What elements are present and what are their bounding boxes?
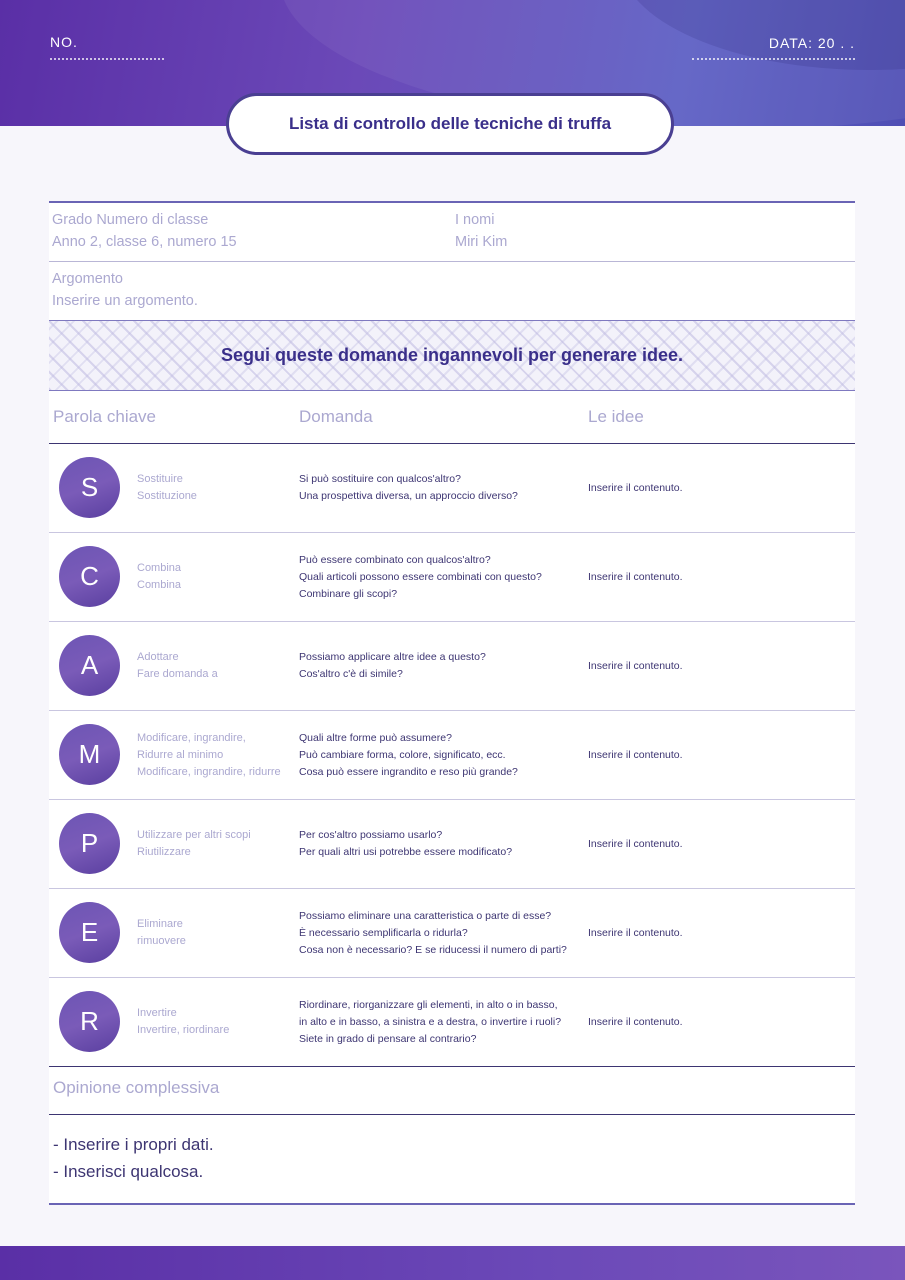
topic-label: Argomento: [52, 271, 123, 287]
question-line: Possiamo eliminare una caratteristica o parte di esse?: [299, 909, 552, 922]
column-header-row: [49, 390, 855, 444]
keyword-line: Combina: [137, 562, 182, 574]
table-row-e: [49, 889, 855, 978]
question-line: Si può sostituire con qualcos'altro?: [299, 473, 461, 485]
keyword-line: Modificare, ingrandire, ridurre: [137, 765, 281, 778]
column-header-keyword: Parola chiave: [53, 407, 157, 426]
question-line: Possiamo applicare altre idee a questo?: [299, 651, 486, 663]
number-label: NO.: [50, 34, 78, 50]
info-row-grade: [49, 203, 855, 262]
idea-cell[interactable]: Inserire il contenuto.: [588, 927, 683, 939]
keyword-line: Adottare: [137, 651, 179, 663]
table-row-s: [49, 444, 855, 533]
opinion-header: [49, 1061, 855, 1115]
letter-badge: A: [59, 635, 120, 696]
date-label: DATA: 20 . .: [768, 35, 855, 51]
names-value[interactable]: Miri Kim: [455, 234, 508, 250]
topic-value[interactable]: Inserire un argomento.: [52, 293, 198, 309]
keyword-line: Eliminare: [137, 918, 183, 930]
question-line: È necessario semplificarla o ridurla?: [299, 926, 468, 939]
question-line: Riordinare, riorganizzare gli elementi, in alto o in basso,: [299, 998, 558, 1011]
page-title: Lista di controllo delle tecniche di truffa: [288, 114, 612, 133]
column-header-ideas: Le idee: [588, 407, 644, 426]
keyword-cell: [137, 533, 297, 621]
checklist-card: [49, 201, 855, 1205]
question-line: Può essere combinato con qualcos'altro?: [299, 553, 491, 566]
question-cell: [299, 711, 589, 799]
letter-badge: S: [59, 457, 120, 518]
keyword-cell: [137, 711, 297, 799]
keyword-line: Combina: [137, 579, 182, 591]
question-cell: [299, 978, 589, 1066]
footer-band: [0, 1246, 905, 1280]
keyword-line: Invertire, riordinare: [137, 1024, 230, 1036]
letter-badge: M: [59, 724, 120, 785]
idea-cell[interactable]: Inserire il contenuto.: [588, 838, 683, 850]
question-line: Per cos'altro possiamo usarlo?: [299, 829, 443, 841]
question-cell: [299, 889, 589, 977]
grade-label: Grado Numero di classe: [52, 212, 209, 228]
opinion-line[interactable]: - Inserire i propri dati.: [53, 1135, 214, 1154]
keyword-line: Utilizzare per altri scopi: [137, 829, 251, 841]
question-line: Quali articoli possono essere combinati con questo?: [299, 570, 542, 583]
keyword-cell: [137, 978, 297, 1066]
info-row-topic: [49, 262, 855, 320]
keyword-line: Fare domanda a: [137, 668, 218, 680]
table-row-c: [49, 533, 855, 622]
table-row-m: [49, 711, 855, 800]
question-line: Può cambiare forma, colore, significato, ecc.: [299, 748, 506, 761]
letter-badge: R: [59, 991, 120, 1052]
opinion-line[interactable]: - Inserisci qualcosa.: [53, 1162, 204, 1181]
keyword-line: Modificare, ingrandire,: [137, 731, 246, 744]
question-cell: [299, 444, 589, 532]
letter-badge: C: [59, 546, 120, 607]
keyword-line: Sostituire: [137, 473, 183, 485]
opinion-body[interactable]: [53, 1131, 214, 1185]
column-header-question: Domanda: [299, 407, 373, 426]
keyword-cell: [137, 889, 297, 977]
question-line: Cosa non è necessario? E se riducessi il numero di parti?: [299, 943, 567, 956]
title-pill: [226, 93, 674, 155]
keyword-line: rimuovere: [137, 935, 186, 947]
keyword-line: Riutilizzare: [137, 846, 191, 858]
question-line: Siete in grado di pensare al contrario?: [299, 1032, 477, 1045]
keyword-cell: [137, 800, 297, 888]
opinion-label: Opinione complessiva: [53, 1078, 220, 1097]
keyword-cell: [137, 622, 297, 710]
table-row-r: [49, 978, 855, 1067]
question-line: Per quali altri usi potrebbe essere modificato?: [299, 846, 513, 858]
question-line: Combinare gli scopi?: [299, 587, 398, 600]
letter-badge: E: [59, 902, 120, 963]
date-line[interactable]: [692, 58, 855, 60]
question-line: Una prospettiva diversa, un approccio diverso?: [299, 490, 518, 502]
scamper-rows: [49, 444, 855, 1067]
names-label: I nomi: [455, 212, 495, 228]
table-row-a: [49, 622, 855, 711]
question-cell: [299, 800, 589, 888]
idea-cell[interactable]: Inserire il contenuto.: [588, 1016, 683, 1028]
keyword-line: Sostituzione: [137, 490, 197, 502]
question-line: Quali altre forme può assumere?: [299, 731, 452, 744]
keyword-line: Ridurre al minimo: [137, 748, 224, 761]
question-cell: [299, 622, 589, 710]
keyword-cell: [137, 444, 297, 532]
question-line: in alto e in basso, a sinistra e a destra, o invertire i ruoli?: [299, 1015, 562, 1028]
table-row-p: [49, 800, 855, 889]
question-line: Cosa può essere ingrandito e reso più grande?: [299, 765, 518, 778]
number-line[interactable]: [50, 58, 164, 60]
idea-cell[interactable]: Inserire il contenuto.: [588, 571, 683, 583]
idea-cell[interactable]: Inserire il contenuto.: [588, 660, 683, 672]
keyword-line: Invertire: [137, 1007, 177, 1019]
idea-cell[interactable]: Inserire il contenuto.: [588, 482, 683, 494]
question-line: Cos'altro c'è di simile?: [299, 668, 403, 680]
letter-badge: P: [59, 813, 120, 874]
idea-cell[interactable]: Inserire il contenuto.: [588, 749, 683, 761]
banner-text: Segui queste domande ingannevoli per generare idee.: [220, 345, 684, 365]
question-cell: [299, 533, 589, 621]
grade-value[interactable]: Anno 2, classe 6, numero 15: [52, 234, 237, 250]
instruction-banner: [49, 320, 855, 391]
